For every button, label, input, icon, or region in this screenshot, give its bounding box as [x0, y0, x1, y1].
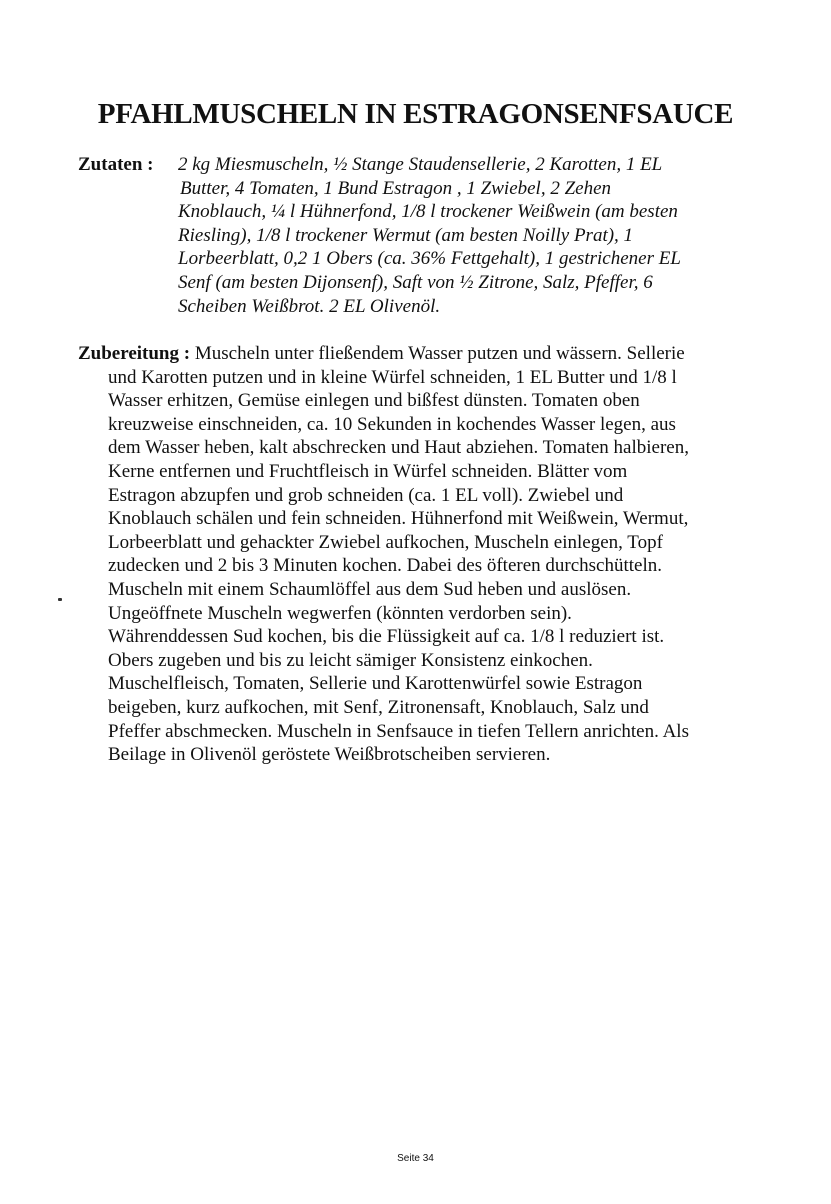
page-title: PFAHLMUSCHELN IN ESTRAGONSENFSAUCE	[97, 98, 734, 130]
preparation-line: Knoblauch schälen und fein schneiden. Hühnerfond mit Weißwein, Wermut,	[108, 508, 689, 530]
ingredients-line: 2 kg Miesmuscheln, ½ Stange Staudensellerie, 2 Karotten, 1 EL	[178, 154, 663, 175]
preparation-line: Estragon abzupfen und grob schneiden (ca. 1 EL voll). Zwiebel und	[108, 484, 624, 506]
preparation-line: Muschelfleisch, Tomaten, Sellerie und Karottenwürfel sowie Estragon	[108, 673, 643, 695]
preparation-line: Pfeffer abschmecken. Muscheln in Senfsauce in tiefen Tellern anrichten. Als	[108, 720, 689, 742]
preparation-line: Obers zugeben und bis zu leicht sämiger Konsistenz einkochen.	[108, 649, 593, 671]
preparation-line: Kerne entfernen und Fruchtfleisch in Würfel schneiden. Blätter vom	[108, 460, 628, 482]
preparation-line: kreuzweise einschneiden, ca. 10 Sekunden in kochendes Wasser legen, aus	[108, 413, 676, 435]
ingredients-line: Butter, 4 Tomaten, 1 Bund Estragon , 1 Zwiebel, 2 Zehen	[180, 177, 612, 199]
ingredients-list	[178, 153, 738, 318]
preparation-line: Währenddessen Sud kochen, bis die Flüssigkeit auf ca. 1/8 l reduziert ist.	[108, 626, 665, 648]
preparation-line: Beilage in Olivenöl geröstete Weißbrotscheiben servieren.	[108, 744, 551, 766]
preparation-line: Muscheln mit einem Schaumlöffel aus dem Sud heben und auslösen.	[108, 578, 632, 600]
preparation-line: Lorbeerblatt und gehackter Zwiebel aufkochen, Muscheln einlegen, Topf	[108, 531, 663, 553]
preparation-line: zudecken und 2 bis 3 Minuten kochen. Dabei des öfteren durchschütteln.	[108, 555, 663, 577]
preparation-line: dem Wasser heben, kalt abschrecken und Haut abziehen. Tomaten halbieren,	[108, 437, 689, 459]
preparation-line: Wasser erhitzen, Gemüse einlegen und bißfest dünsten. Tomaten oben	[108, 390, 640, 412]
preparation-line: beigeben, kurz aufkochen, mit Senf, Zitronensaft, Knoblauch, Salz und	[108, 696, 649, 718]
ingredients-line: Knoblauch, ¼ l Hühnerfond, 1/8 l trockener Weißwein (am besten	[178, 201, 678, 223]
preparation-first-line	[78, 342, 750, 366]
preparation-line: und Karotten putzen und in kleine Würfel schneiden, 1 EL Butter und 1/8 l	[108, 366, 677, 388]
ingredients-line: Senf (am besten Dijonsenf), Saft von ½ Zitrone, Salz, Pfeffer, 6	[178, 271, 653, 293]
scan-speck	[58, 598, 62, 601]
page-number: Seite 34	[397, 1153, 434, 1164]
preparation-section	[78, 342, 750, 767]
preparation-text: Muscheln unter fließendem Wasser putzen und wässern. Sellerie	[194, 343, 685, 364]
ingredients-line: Lorbeerblatt, 0,2 1 Obers (ca. 36% Fettgehalt), 1 gestrichener EL	[178, 248, 681, 270]
preparation-label: Zubereitung :	[78, 343, 191, 364]
ingredients-line: Scheiben Weißbrot. 2 EL Olivenöl.	[178, 295, 441, 317]
preparation-line: Ungeöffnete Muscheln wegwerfen (könnten verdorben sein).	[108, 602, 572, 624]
ingredients-label: Zutaten :	[78, 154, 154, 175]
ingredients-line: Riesling), 1/8 l trockener Wermut (am besten Noilly Prat), 1	[178, 224, 634, 246]
